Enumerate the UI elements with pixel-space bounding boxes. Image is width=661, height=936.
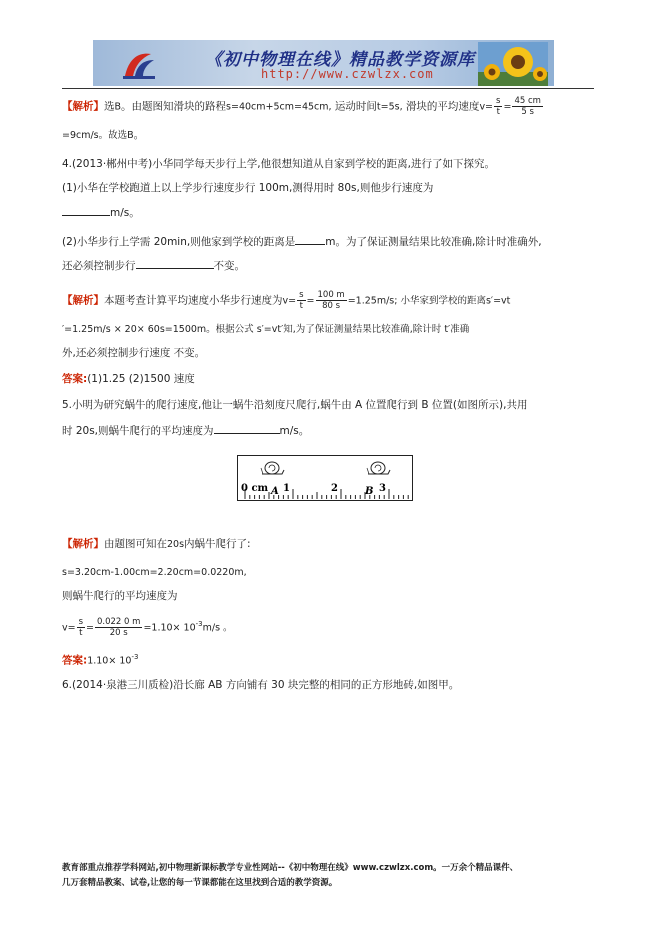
ruler-drawing	[238, 456, 411, 499]
fraction	[316, 290, 347, 311]
ruler-label-0: 0 cm	[241, 483, 269, 494]
answer-tag: 答案:	[62, 373, 88, 385]
numerator: 100 m	[317, 290, 345, 300]
question-4-line-3	[62, 205, 140, 220]
banner-url: http://www.czwlzx.com	[261, 67, 434, 81]
numerator: 0.022 0 m	[97, 617, 141, 627]
formula: s=40cm+5cm=45cm,	[226, 101, 332, 113]
formula: s′=vt	[485, 295, 511, 307]
site-logo-icon	[121, 48, 157, 80]
answer-tag: 答案:	[62, 654, 88, 667]
numerator: 45 cm	[514, 96, 541, 106]
formula: t=5s,	[376, 101, 403, 113]
exponent: -3	[195, 620, 203, 628]
ruler-point-b: B	[365, 486, 374, 497]
text: 选	[104, 100, 115, 113]
text: 由题图可知在	[104, 538, 167, 550]
denominator: t	[79, 628, 83, 638]
fraction	[77, 617, 85, 638]
question-6-line-1: 6.(2014·泉港三川质检)沿长廊 AB 方向铺有 30 块完整的相同的正方形地砖,如图甲。	[62, 679, 460, 691]
text: 时 20s,则蜗牛爬行的平均速度为	[62, 425, 214, 437]
denominator: 20 s	[109, 628, 128, 638]
text: 滑块的平均速度	[405, 100, 480, 113]
text: ′=1.25m/s × 20× 60s=1500m。根据公式 s′=vt′知,为了保证测量结果比较准确,除计时 t′准确	[62, 324, 470, 335]
equals: =	[86, 622, 94, 634]
text: =1.25m/s; 小华家到学校的距离	[347, 295, 486, 307]
ruler-figure	[237, 455, 413, 501]
text: 还必须控制步行	[62, 260, 136, 272]
analysis-tag: 【解析】	[62, 100, 104, 113]
text: (2)小华步行上学需 20min,则他家到学校的距离是	[62, 236, 296, 248]
formula: v=	[282, 295, 297, 307]
formula: 20s	[167, 539, 185, 550]
equals: =	[306, 295, 315, 307]
numerator: s	[299, 290, 304, 300]
ruler-label-2: 2	[331, 483, 338, 494]
analysis-2-line-3: 外,还必须控制步行速度 不变。	[62, 347, 206, 359]
formula: v=	[62, 622, 76, 634]
analysis-3-line-4	[62, 617, 233, 638]
text: 内蜗牛爬行了:	[184, 538, 251, 550]
numerator: s	[78, 617, 84, 627]
answer-4	[62, 372, 195, 386]
analysis-tag: 【解析】	[62, 538, 104, 550]
option-letter: B	[114, 101, 122, 113]
formula: s=3.20cm-1.00cm=2.20cm=0.0220m,	[62, 567, 247, 578]
analysis-3-line-1	[62, 537, 251, 552]
denominator: 80 s	[322, 301, 341, 311]
formula: =1.10× 10	[143, 622, 196, 634]
text: 。	[133, 129, 145, 141]
analysis-2-line-2	[62, 322, 469, 337]
fraction	[494, 96, 502, 117]
answer-text: 1.10× 10	[87, 655, 132, 667]
question-4-line-2: (1)小华在学校跑道上以上学步行速度步行 100m,测得用时 80s,则他步行速度为	[62, 182, 434, 194]
ruler-label-3: 3	[379, 483, 386, 494]
analysis-1-line-1	[62, 96, 544, 117]
ruler-label-1: 1	[283, 483, 290, 494]
question-5-line-1: 5.小明为研究蜗牛的爬行速度,他让一蜗牛沿刻度尺爬行,蜗牛由 A 位置爬行到 B 位置(如图所示),共用	[62, 399, 528, 411]
exponent: -3	[131, 653, 139, 661]
snail-a-icon	[261, 462, 284, 474]
text: m/s。	[279, 425, 310, 437]
banner-title: 《初中物理在线》精品教学资源库	[205, 50, 475, 70]
denominator: t	[299, 301, 303, 311]
formula: v=	[479, 101, 494, 113]
fraction	[512, 96, 542, 117]
text: m/s。	[110, 207, 140, 219]
answer-blank[interactable]	[136, 258, 214, 269]
answer-blank[interactable]	[214, 423, 280, 434]
fraction	[297, 290, 305, 311]
answer-5	[62, 650, 138, 669]
ruler-point-a: A	[271, 486, 279, 497]
analysis-1-line-2	[62, 128, 144, 143]
equals: =	[503, 101, 512, 113]
text: 本题考查计算平均速度小华步行速度为	[104, 294, 283, 307]
question-4-line-4	[62, 234, 542, 249]
text: =9cm/s。故选	[62, 130, 128, 141]
option-letter: B	[127, 130, 134, 141]
question-4-line-1: 4.(2013·郴州中考)小华同学每天步行上学,他很想知道从自家到学校的距离,进行了如下探究。	[62, 158, 495, 170]
footer-line-2: 几万套精品教案、试卷,让您的每一节课都能在这里找到合适的教学资源。	[62, 878, 338, 888]
denominator: t	[496, 107, 500, 117]
formula: m/s 。	[202, 622, 233, 634]
analysis-tag: 【解析】	[62, 294, 104, 307]
text: m。为了保证测量结果比较准确,除计时准确外,	[325, 236, 542, 248]
answer-blank[interactable]	[62, 205, 110, 216]
text: 不变。	[213, 260, 245, 272]
text: 运动时间	[334, 100, 377, 113]
footer-line-1: 教育部重点推荐学科网站,初中物理新课标教学专业性网站--《初中物理在线》www.czwlzx.com。一万余个精品课件、	[62, 863, 519, 873]
answer-text: (1)1.25 (2)1500 速度	[87, 373, 195, 385]
analysis-2-line-1	[62, 290, 510, 311]
question-5-line-2	[62, 423, 309, 438]
text: 。由题图知滑块的路程	[121, 100, 227, 113]
header-divider	[62, 88, 594, 89]
numerator: s	[496, 96, 501, 106]
denominator: 5 s	[521, 107, 534, 117]
header-banner	[93, 40, 554, 86]
fraction	[95, 617, 142, 638]
sunflower-image	[478, 42, 548, 86]
answer-blank[interactable]	[295, 234, 325, 245]
analysis-3-line-3: 则蜗牛爬行的平均速度为	[62, 590, 178, 602]
snail-b-icon	[367, 462, 390, 474]
analysis-3-line-2	[62, 565, 247, 580]
question-4-line-5	[62, 258, 245, 273]
